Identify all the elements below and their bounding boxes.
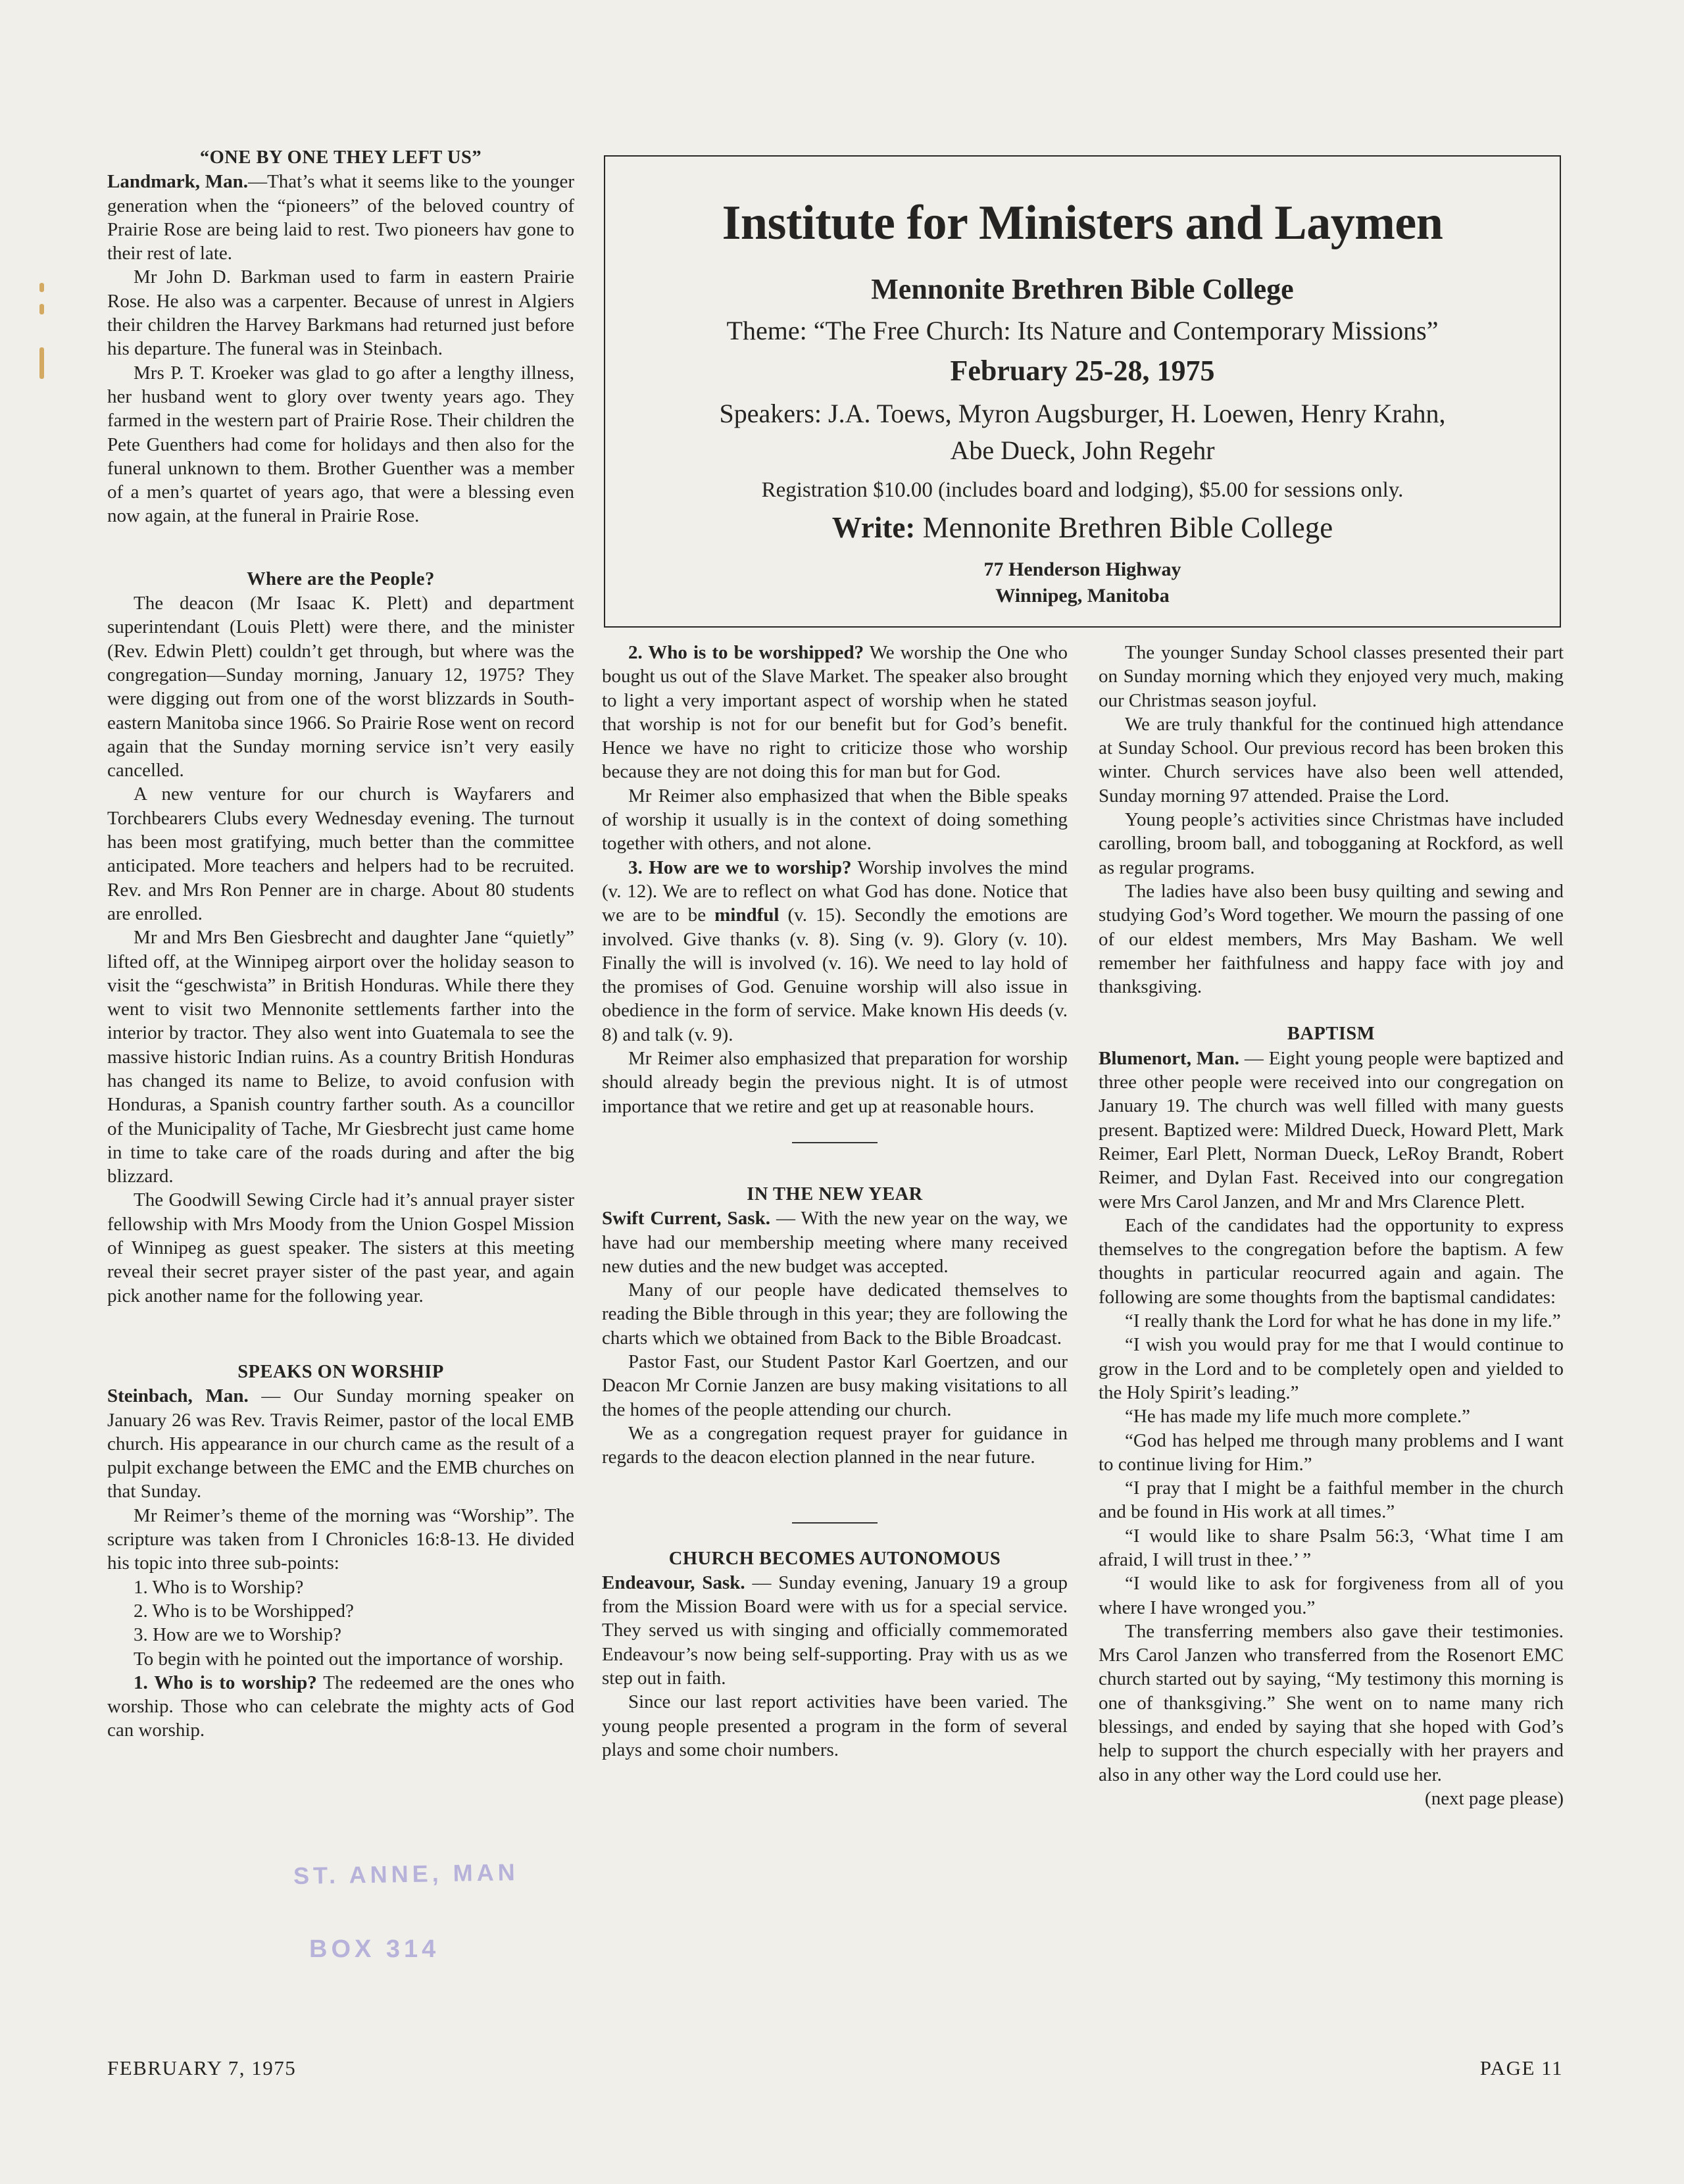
ad-title: Institute for Ministers and Laymen — [722, 196, 1443, 250]
article-paragraph: We are truly thankful for the continued high attendance at Sunday School. Our previous record has been broken this winter. Church services have also been well attended, Sunday morning 97 attended. Praise the Lord. — [1099, 713, 1564, 807]
quote: “I would like to ask for forgiveness from all of you where I have wronged you.” — [1099, 1573, 1564, 1618]
quote: “I really thank the Lord for what he has done in my life.” — [1125, 1310, 1561, 1332]
article-paragraph: Each of the candidates had the opportunity to express themselves to the congregation before the baptism. A few thoughts in particular reocurred again and again. The following are some thoughts from the baptismal candidates: — [1099, 1214, 1564, 1308]
article-paragraph: Steinbach, Man. — Our Sunday morning speaker on January 26 was Rev. Travis Reimer, pastor of the local EMB church. His appearance in our church came as the result of a pulpit exchange between the EMC and the EMB churches on that Sunday. — [107, 1385, 574, 1502]
column-right — [1099, 641, 1564, 1810]
print-bleed-mark — [39, 347, 44, 379]
footer-date: FEBRUARY 7, 1975 — [107, 2056, 297, 2079]
dateline: Landmark, Man. — [107, 171, 249, 193]
ad-address: 77 Henderson Highway Winnipeg, Manitoba — [983, 558, 1181, 607]
article-paragraph: Mr and Mrs Ben Giesbrecht and daughter Jane “quietly” lifted off, at the Winnipeg airport over the holiday season to visit the “geschwista” in British Honduras. While there they went to visit two Mennonite settlements farther into the interior by tractor. They also went into Guatemala to see the massive historic Indian ruins. As a country British Honduras has changed its name to Belize, to avoid confusion with Honduras, a Spanish country farther south. As a councillor of the Municipality of Tache, Mr Giesbrecht just came home in time to take care of the roads during and after the big blizzard. — [107, 927, 574, 1187]
article-heading-church-becomes-autonomous: CHURCH BECOMES AUTONOMOUS — [668, 1548, 1001, 1569]
article-paragraph: Young people’s activities since Christmas have included carolling, broom ball, and tobogganing at Rockford, as well as regular programs. — [1099, 809, 1564, 878]
article-paragraph: Pastor Fast, our Student Pastor Karl Goertzen, and our Deacon Mr Cornie Janzen are busy making visitations to all the homes of the people attending our church. — [602, 1351, 1068, 1420]
article-paragraph: Swift Current, Sask. — With the new year on the way, we have had our membership meeting where many received new duties and the new budget was accepted. — [602, 1208, 1068, 1277]
ad-speakers: Speakers: J.A. Toews, Myron Augsburger, H. Loewen, Henry Krahn, Abe Dueck, John Regehr — [719, 399, 1446, 465]
article-heading-one-by-one: “ONE BY ONE THEY LEFT US” — [199, 147, 482, 168]
dateline: Steinbach, Man. — [107, 1385, 249, 1407]
article-paragraph: The younger Sunday School classes presented their part on Sunday morning which they enjoyed very much, making our Christmas season joyful. — [1099, 642, 1564, 711]
quote: “He has made my life much more complete.” — [1125, 1406, 1471, 1427]
article-paragraph: A new venture for our church is Wayfarers and Torchbearers Clubs every Wednesday evening. The turnout has been most gratifying, much better than the committee anticipated. More teachers and helpers had to be recruited. Rev. and Mrs Ron Penner are in charge. About 80 students are enrolled. — [107, 783, 574, 924]
article-heading-speaks-on-worship: SPEAKS ON WORSHIP — [237, 1361, 444, 1382]
article-paragraph: Mr John D. Barkman used to farm in eastern Prairie Rose. He also was a carpenter. Because of unrest in Algiers their children the Harvey Barkmans had returned just before his departure. The funeral was in Steinbach. — [107, 266, 574, 360]
article-paragraph: The Goodwill Sewing Circle had it’s annual prayer sister fellowship with Mrs Moody from the Union Gospel Mission of Winnipeg as guest speaker. The sisters at this meeting reveal their secret prayer sister of the past year, and again pick another name for the following year. — [107, 1189, 574, 1306]
list-item: 3. How are we to Worship? — [134, 1624, 342, 1646]
column-left — [107, 146, 574, 1743]
list-item: 1. Who is to Worship? — [134, 1576, 304, 1598]
article-paragraph: To begin with he pointed out the importance of worship. — [134, 1648, 564, 1670]
dateline: Blumenort, Man. — [1099, 1047, 1240, 1069]
continued-note: (next page please) — [1425, 1787, 1564, 1809]
ad-write: Write: Mennonite Brethren Bible College — [831, 511, 1333, 544]
article-heading-in-the-new-year: IN THE NEW YEAR — [747, 1183, 923, 1204]
article-paragraph: 3. How are we to worship? Worship involves the mind (v. 12). We are to reflect on what God has done. Notice that we are to be mindful (v. 15). Secondly the emotions are involved. Give thanks (v. 8). Sing (v. 9). Glory (v. 10). Finally the will is involved (v. 16). We need to lay hold of the promises of God. Genuine worship will also issue in obedience in the form of service. Make known His deeds (v. 8) and talk (v. 9). — [602, 856, 1068, 1045]
ad-dates: February 25-28, 1975 — [950, 355, 1215, 387]
print-bleed-mark — [39, 283, 44, 292]
article-paragraph: Mr Reimer’s theme of the morning was “Worship”. The scripture was taken from I Chronicles 16:8-13. He divided his topic into three sub-points: — [107, 1504, 574, 1574]
list-item: 2. Who is to be Worshipped? — [134, 1600, 354, 1622]
article-paragraph: Since our last report activities have been varied. The young people presented a program in the form of several plays and some choir numbers. — [602, 1691, 1068, 1760]
address-stamp: BOX 314 — [309, 1935, 440, 1963]
article-paragraph: 2. Who is to be worshipped? We worship the One who bought us out of the Slave Market. The speaker also brought to light a very important aspect of worship when he stated that worship is not for our benefit but for God’s benefit. Hence we have no right to criticize those who worship because they are not doing this for man but for God. — [602, 642, 1068, 783]
article-paragraph: Many of our people have dedicated themselves to reading the Bible through in this year; they are following the charts which we obtained from Back to the Bible Broadcast. — [602, 1279, 1068, 1349]
ad-theme: Theme: “The Free Church: Its Nature and Contemporary Missions” — [726, 316, 1439, 345]
article-paragraph: Mrs P. T. Kroeker was glad to go after a lengthy illness, her husband went to glory over twenty years ago. They farmed in the western part of Prairie Rose. Their children the Pete Guenthers had come for holidays and then also for the funeral unknown to them. Brother Guenther was a member of a men’s quartet of years ago, that were a blessing even now again, at the funeral in Prairie Rose. — [107, 362, 574, 527]
quote: “I pray that I might be a faithful member in the church and be found in His work at all times.” — [1099, 1477, 1564, 1523]
ad-college: Mennonite Brethren Bible College — [871, 273, 1294, 305]
article-paragraph: The deacon (Mr Isaac K. Plett) and department superintendant (Louis Plett) were there, and the minister (Rev. Edwin Plett) couldn’t get through, but where was the congregation—Sunday morning, January 12, 1975? They were digging out from one of the worst blizzards in South-eastern Manitoba since 1966. So Prairie Rose went on record again that the Sunday morning service isn’t very easily cancelled. — [107, 593, 574, 782]
article-paragraph: Endeavour, Sask. — Sunday evening, January 19 a group from the Mission Board were with us for a special service. They served us with singing and officially commemorated Endeavour’s now being self-supporting. Pray with us as we step out in faith. — [602, 1572, 1068, 1689]
print-bleed-mark — [39, 304, 44, 314]
quote: “I wish you would pray for me that I would continue to grow in the Lord and to be completely open and yielded to the Holy Spirit’s leading.” — [1099, 1334, 1564, 1403]
ad-registration: Registration $10.00 (includes board and lodging), $5.00 for sessions only. — [761, 478, 1404, 502]
column-middle — [602, 641, 1068, 1762]
article-paragraph: The transferring members also gave their testimonies. Mrs Carol Janzen who transferred from the Rosenort EMC church started out by saying, “My testimony this morning is one of thanksgiving.” She went on to name many rich blessings, and ended by saying that she hoped with God’s help to support the church especially with her prayers and also in any other way the Lord could use her. — [1099, 1620, 1564, 1785]
dateline: Swift Current, Sask. — [602, 1208, 770, 1229]
article-heading-where-are-the-people: Where are the People? — [247, 568, 435, 589]
article-paragraph: The ladies have also been busy quilting and sewing and studying God’s Word together. We mourn the passing of one of our eldest members, Mrs May Basham. We well remember her faithfulness and happy face with joy and thanksgiving. — [1099, 880, 1564, 998]
article-paragraph: 1. Who is to worship? The redeemed are the ones who worship. Those who can celebrate the mighty acts of God can worship. — [107, 1672, 574, 1741]
article-paragraph: We as a congregation request prayer for guidance in regards to the deacon election planned in the near future. — [602, 1422, 1068, 1468]
address-stamp: ST. ANNE, MAN — [293, 1858, 520, 1889]
footer-page-number: PAGE 11 — [1479, 2056, 1563, 2079]
article-paragraph: Blumenort, Man. — Eight young people were baptized and three other people were received into our congregation on January 19. The church was well filled with many guests present. Baptized were: Mildred Dueck, Howard Plett, Mark Reimer, Earl Plett, Norman Dueck, LeRoy Brandt, Robert Reimer, and Dylan Fast. Received into our congregation were Mrs Carol Janzen, and Mr and Mrs Clarence Plett. — [1099, 1047, 1564, 1212]
article-heading-baptism: BAPTISM — [1287, 1024, 1375, 1045]
article-paragraph: Mr Reimer also emphasized that preparation for worship should already begin the previous night. It is of utmost importance that we retire and get up at reasonable hours. — [602, 1048, 1068, 1117]
article-paragraph: Mr Reimer also emphasized that when the Bible speaks of worship it usually is in the context of doing something together with others, and not alone. — [602, 785, 1068, 855]
quote: “I would like to share Psalm 56:3, ‘What time I am afraid, I will trust in thee.’ ” — [1099, 1525, 1564, 1570]
dateline: Endeavour, Sask. — [602, 1572, 745, 1593]
quote: “God has helped me through many problems and I want to continue living for Him.” — [1099, 1429, 1564, 1475]
article-paragraph: Landmark, Man.—That’s what it seems like to the younger generation when the “pioneers” of the beloved country of Prairie Rose are being laid to rest. Two pioneers hav gone to their rest of late. — [107, 171, 574, 264]
advertisement-box — [604, 155, 1561, 628]
